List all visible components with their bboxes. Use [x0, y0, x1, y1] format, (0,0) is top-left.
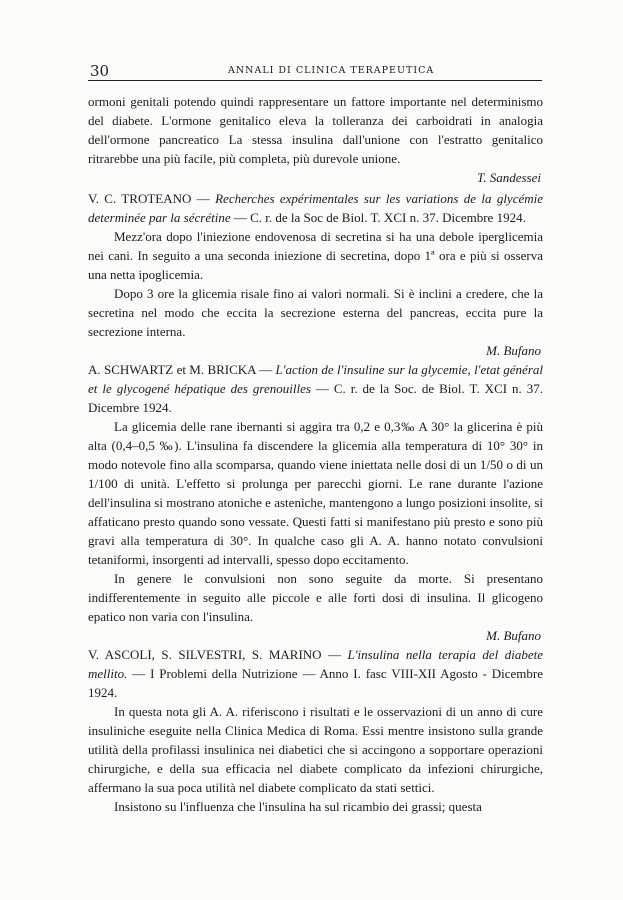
troteano-citation: [88, 189, 543, 227]
ascoli-paragraph-1: In questa nota gli A. A. riferiscono i risultati e le osservazioni di un anno di cure insuliniche eseguite nella Clinica Medica di Roma. Essi mentre insistono sulla grande utilità della profilassi insulinica nei diabetici che si accingono a sopportare operazioni chirurgiche, e della sua efficacia nel diabete complicato da infezioni chirurgiche, affermano la sua poca utilità nel diabete complicato da stati settici.: [88, 704, 543, 795]
ascoli-citation: [88, 645, 543, 702]
intro-paragraph: ormoni genitali potendo quindi rappresentare un fattore importante nel determinismo del diabete. L'ormone genitalico eleva la tolleranza dei carboidrati in analogia dell'ormone pancreatico La stessa insulina dall'unione con l'estratto genitalico ritrarebbe una più facile, più completa, più durevole unione.: [88, 94, 543, 166]
running-head-title: ANNALI DI CLINICA TERAPEUTICA: [228, 65, 435, 76]
troteano-paragraph-1: Mezz'ora dopo l'iniezione endovenosa di secretina si ha una debole iperglicemia nei cani. In seguito a una seconda iniezione di secretina, dopo 1ª ora e più si osserva una netta ipoglicemia.: [88, 229, 543, 282]
schwartz-citation: [88, 360, 543, 417]
troteano-paragraph-2: Dopo 3 ore la glicemia risale fino ai valori normali. Si è inclini a credere, che la secretina nel modo che eccita la secrezione esterna del pancreas, eccita pure la secrezione interna.: [88, 286, 543, 339]
troteano-ref: — C. r. de la Soc de Biol. T. XCI n. 37. Dicembre 1924.: [233, 210, 526, 225]
troteano-author: V. C. TROTEANO —: [88, 191, 210, 206]
running-header: [88, 58, 542, 81]
schwartz-paragraph-2: In genere le convulsioni non sono seguite da morte. Si presentano indifferentemente in seguito alle piccole e alle forti dosi di insulina. Il glicogeno epatico non varia con l'insulina.: [88, 571, 543, 624]
schwartz-title: L'action de l'insuline sur la glycemie, l'etat général et le glycogené hépatique des grenouilles: [88, 362, 544, 396]
intro-signature: T. Sandessei: [476, 170, 541, 185]
page-body: [88, 92, 543, 816]
troteano-title: Recherches expérimentales sur les variations de la glycémie determinée par la sécrétine: [88, 191, 544, 225]
ascoli-title: L'insulina nella terapia del diabete mellito.: [88, 647, 544, 681]
schwartz-paragraph-1: La glicemia delle rane ibernanti si aggira tra 0,2 e 0,3‰ A 30° la glicerina è più alta (0,4–0,5 ‰). L'insulina fa discendere la glicemia alla temperatura di 10° 30° in modo notevole fino alla scomparsa, quando viene iniettata nelle dosi di un 1/50 o di un 1/100 di unità. L'effetto si prolunga per parecchi giorni. Le rane durante l'azione dell'insulina si mostrano atoniche e astenìche, mantengono a lungo posizioni insolite, si affaticano presto quando sono vessate. Questi fatti si manifestano più presto e sono più gravi alla temperatura di 30°. In qualche caso gli A. A. hanno notato convulsioni tetaniformi, insorgenti ad intervalli, spesso dopo eccitamento.: [88, 419, 543, 567]
troteano-signature: M. Bufano: [486, 343, 541, 358]
ascoli-ref: — I Problemi della Nutrizione — Anno I. fasc VIII-XII Agosto - Dicembre 1924.: [88, 666, 543, 700]
ascoli-paragraph-2: Insistono su l'influenza che l'insulina ha sul ricambio dei grassi; questa: [114, 799, 482, 814]
schwartz-author: A. SCHWARTZ et M. BRICKA —: [88, 362, 273, 377]
page-number: 30: [90, 62, 110, 80]
schwartz-ref: — C. r. de la Soc. de Biol. T. XCI n. 37. Dicembre 1924.: [88, 381, 543, 415]
ascoli-author: V. ASCOLI, S. SILVESTRI, S. MARINO —: [88, 647, 342, 662]
schwartz-signature: M. Bufano: [486, 628, 541, 643]
